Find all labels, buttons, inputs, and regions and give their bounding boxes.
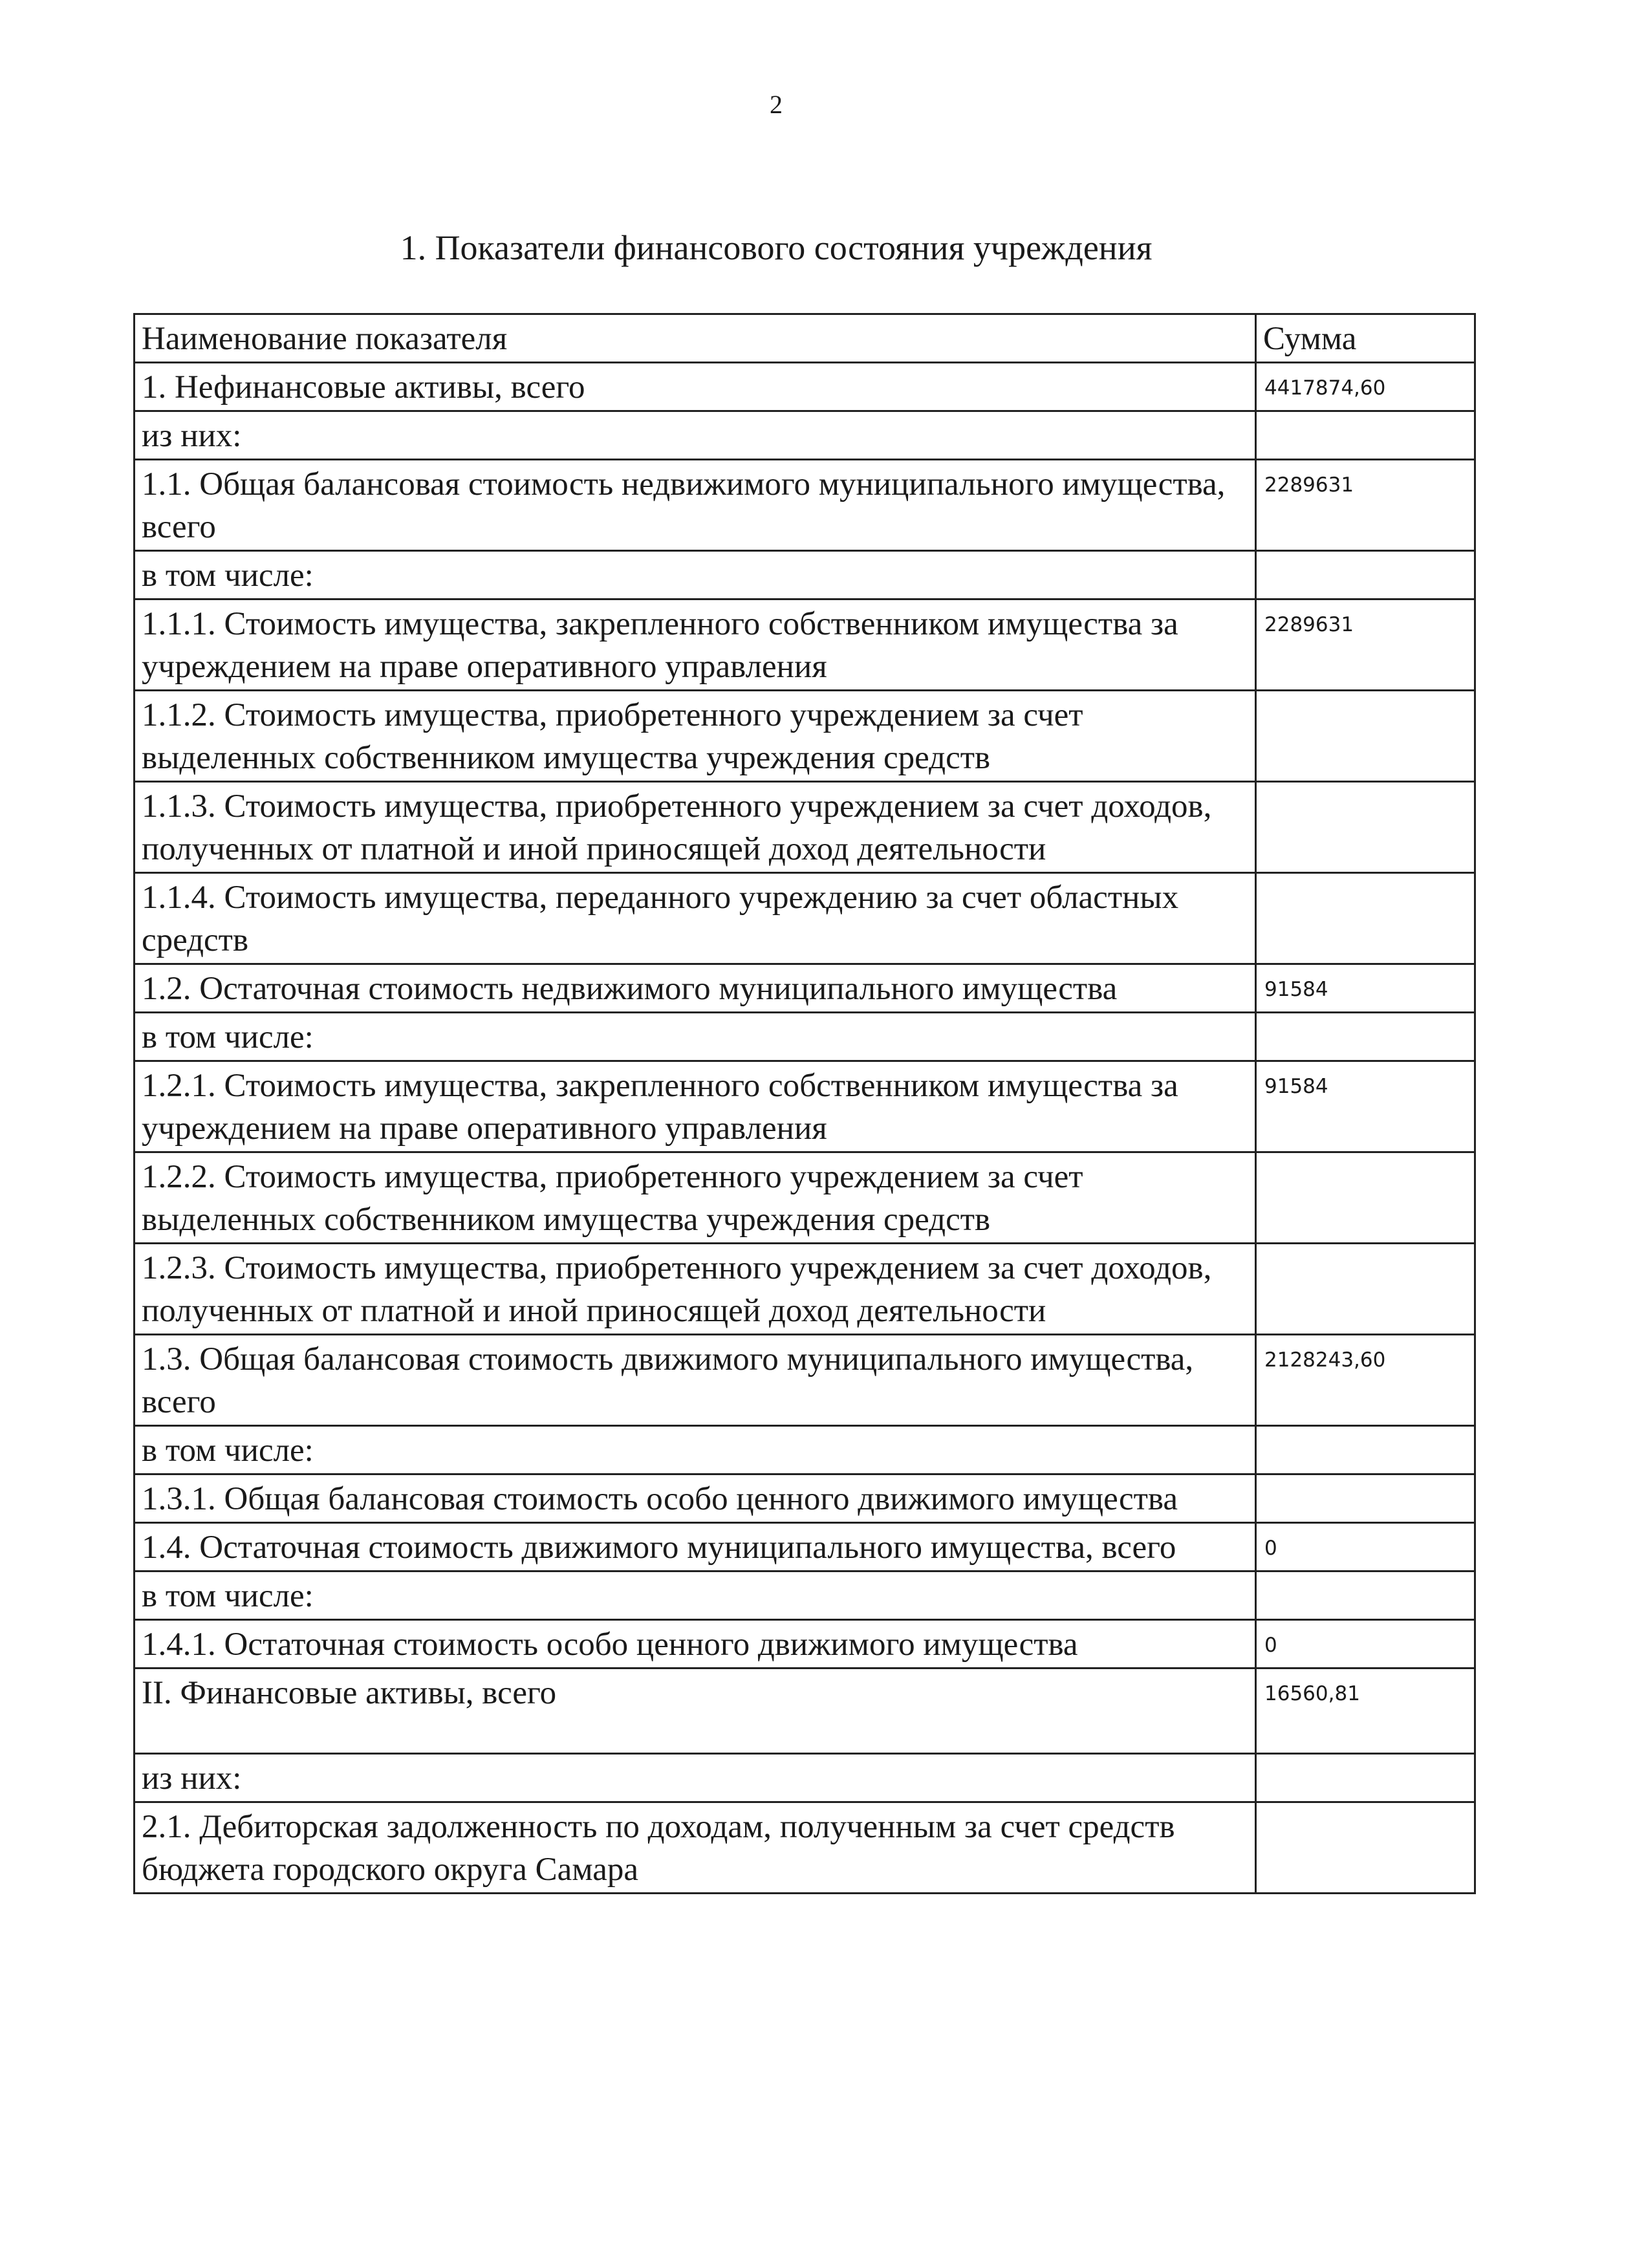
indicator-name: 1.3. Общая балансовая стоимость движимого муниципального имущества, всего xyxy=(135,1335,1256,1426)
indicator-sum xyxy=(1256,1152,1475,1244)
indicator-name: в том числе: xyxy=(135,1571,1256,1620)
indicator-sum: 91584 xyxy=(1256,1061,1475,1152)
indicator-sum: 2128243,60 xyxy=(1256,1335,1475,1426)
indicator-name: 1.3.1. Общая балансовая стоимость особо ценного движимого имущества xyxy=(135,1474,1256,1523)
indicator-sum: 2289631 xyxy=(1256,460,1475,551)
indicator-sum xyxy=(1256,691,1475,782)
financial-indicators-table xyxy=(133,313,1476,1894)
indicator-sum xyxy=(1256,411,1475,460)
table-row xyxy=(135,599,1475,691)
table-row xyxy=(135,691,1475,782)
indicator-sum: 91584 xyxy=(1256,964,1475,1013)
table-row xyxy=(135,1474,1475,1523)
page-number: 2 xyxy=(770,90,783,119)
table-row xyxy=(135,782,1475,873)
indicator-name: 1.2.3. Стоимость имущества, приобретенного учреждением за счет доходов, полученных от платной и иной приносящей доход деятельности xyxy=(135,1244,1256,1335)
indicator-name: 1.1.1. Стоимость имущества, закрепленного собственником имущества за учреждением на праве оперативного управления xyxy=(135,599,1256,691)
indicator-name: в том числе: xyxy=(135,551,1256,599)
header-sum-cell: Сумма xyxy=(1256,314,1475,363)
table-row xyxy=(135,1754,1475,1802)
header-name-cell: Наименование показателя xyxy=(135,314,1256,363)
indicator-sum: 0 xyxy=(1256,1620,1475,1669)
indicator-name: 1.1.2. Стоимость имущества, приобретенного учреждением за счет выделенных собственником имущества учреждения средств xyxy=(135,691,1256,782)
table-header-row xyxy=(135,314,1475,363)
indicator-sum xyxy=(1256,1571,1475,1620)
table-row xyxy=(135,1335,1475,1426)
indicator-sum: 0 xyxy=(1256,1523,1475,1571)
indicator-name: в том числе: xyxy=(135,1426,1256,1474)
indicator-name: 1.1.4. Стоимость имущества, переданного учреждению за счет областных средств xyxy=(135,873,1256,964)
indicator-name: 1.1. Общая балансовая стоимость недвижимого муниципального имущества, всего xyxy=(135,460,1256,551)
indicator-sum xyxy=(1256,1244,1475,1335)
indicator-sum xyxy=(1256,1474,1475,1523)
table-row xyxy=(135,1620,1475,1669)
table-row xyxy=(135,873,1475,964)
indicator-name: из них: xyxy=(135,411,1256,460)
indicator-sum: 2289631 xyxy=(1256,599,1475,691)
table-row xyxy=(135,1061,1475,1152)
indicator-sum xyxy=(1256,1754,1475,1802)
table-row xyxy=(135,1571,1475,1620)
table-row xyxy=(135,460,1475,551)
indicator-name: II. Финансовые активы, всего xyxy=(135,1669,1256,1754)
indicator-name: в том числе: xyxy=(135,1013,1256,1061)
table-row xyxy=(135,411,1475,460)
indicator-sum xyxy=(1256,782,1475,873)
indicator-sum xyxy=(1256,1426,1475,1474)
table-row xyxy=(135,1244,1475,1335)
table-row xyxy=(135,551,1475,599)
table-row xyxy=(135,1802,1475,1894)
indicator-name: 1.4. Остаточная стоимость движимого муниципального имущества, всего xyxy=(135,1523,1256,1571)
indicator-name: 1.2.1. Стоимость имущества, закрепленного собственником имущества за учреждением на праве оперативного управления xyxy=(135,1061,1256,1152)
document-title: 1. Показатели финансового состояния учреждения xyxy=(400,228,1153,267)
table-row xyxy=(135,964,1475,1013)
indicator-name: 1. Нефинансовые активы, всего xyxy=(135,363,1256,411)
table-row xyxy=(135,1669,1475,1754)
indicator-name: из них: xyxy=(135,1754,1256,1802)
indicator-name: 1.1.3. Стоимость имущества, приобретенного учреждением за счет доходов, полученных от платной и иной приносящей доход деятельности xyxy=(135,782,1256,873)
indicator-sum xyxy=(1256,1802,1475,1894)
indicator-sum: 4417874,60 xyxy=(1256,363,1475,411)
table-row xyxy=(135,1523,1475,1571)
indicator-sum xyxy=(1256,873,1475,964)
indicator-name: 1.2.2. Стоимость имущества, приобретенного учреждением за счет выделенных собственником имущества учреждения средств xyxy=(135,1152,1256,1244)
table-row xyxy=(135,1152,1475,1244)
indicator-sum xyxy=(1256,551,1475,599)
indicator-sum xyxy=(1256,1013,1475,1061)
table-row xyxy=(135,1426,1475,1474)
indicator-name: 2.1. Дебиторская задолженность по доходам, полученным за счет средств бюджета городского округа Самара xyxy=(135,1802,1256,1894)
table-row xyxy=(135,363,1475,411)
table-row xyxy=(135,1013,1475,1061)
indicator-name: 1.4.1. Остаточная стоимость особо ценного движимого имущества xyxy=(135,1620,1256,1669)
indicator-name: 1.2. Остаточная стоимость недвижимого муниципального имущества xyxy=(135,964,1256,1013)
indicator-sum: 16560,81 xyxy=(1256,1669,1475,1754)
